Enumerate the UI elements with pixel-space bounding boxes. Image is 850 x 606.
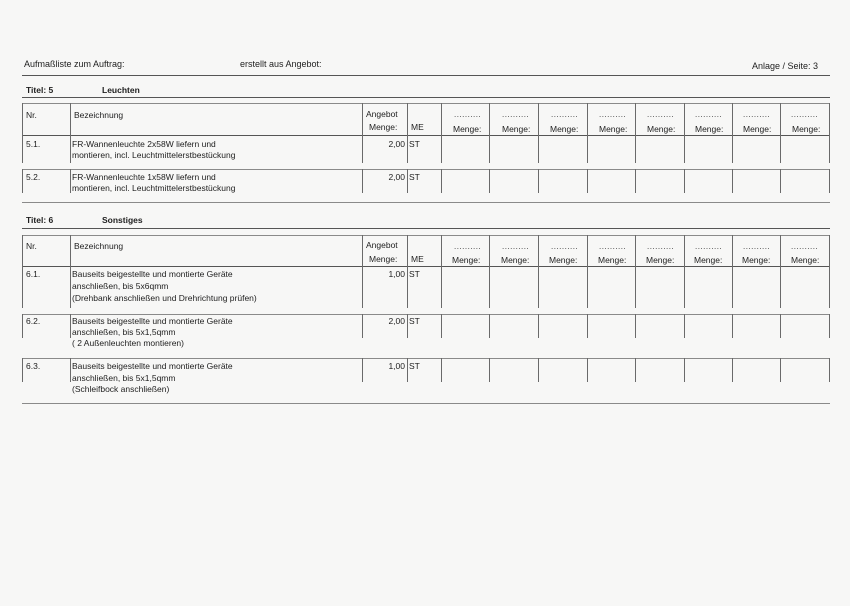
row-description-line: Bauseits beigestellte und montierte Geräte bbox=[72, 316, 233, 326]
section-rule bbox=[22, 97, 830, 98]
grid-line bbox=[22, 169, 830, 170]
row-description-line: ( 2 Außenleuchten montieren) bbox=[72, 338, 184, 348]
grid-line bbox=[22, 235, 23, 308]
grid-line bbox=[538, 358, 539, 382]
extra-col-menge: Menge: bbox=[792, 124, 821, 134]
grid-line bbox=[22, 358, 23, 382]
section-title-label: Titel: 5 bbox=[26, 85, 54, 95]
col-nr: Nr. bbox=[26, 110, 37, 120]
row-description-line: montieren, incl. Leuchtmittelerstbestückung bbox=[72, 183, 236, 193]
extra-col-menge: Menge: bbox=[647, 124, 676, 134]
row-description-line: FR-Wannenleuchte 2x58W liefern und bbox=[72, 139, 216, 149]
grid-line bbox=[684, 103, 685, 163]
grid-line bbox=[22, 135, 830, 136]
col-menge: Menge: bbox=[369, 122, 398, 132]
row-description-line: anschließen, bis 5x6qmm bbox=[72, 281, 169, 291]
grid-line bbox=[635, 235, 636, 308]
extra-col-menge: Menge: bbox=[743, 124, 772, 134]
row-nr: 6.3. bbox=[26, 361, 41, 371]
row-nr: 5.1. bbox=[26, 139, 41, 149]
extra-col-menge: Menge: bbox=[646, 255, 675, 265]
grid-line bbox=[407, 235, 408, 308]
row-nr: 6.1. bbox=[26, 269, 41, 279]
extra-col-dots: .......... bbox=[551, 110, 579, 119]
grid-line bbox=[780, 169, 781, 193]
grid-line bbox=[587, 314, 588, 338]
section-rule bbox=[22, 228, 830, 229]
section-end-rule bbox=[22, 403, 830, 404]
extra-col-menge: Menge: bbox=[550, 124, 579, 134]
grid-line bbox=[587, 235, 588, 308]
grid-line bbox=[362, 235, 363, 308]
row-unit: ST bbox=[409, 139, 420, 149]
grid-line bbox=[407, 103, 408, 163]
extra-col-menge: Menge: bbox=[501, 255, 530, 265]
grid-line bbox=[441, 103, 442, 163]
extra-col-dots: .......... bbox=[791, 110, 819, 119]
extra-col-dots: .......... bbox=[502, 110, 530, 119]
row-description-line: anschließen, bis 5x1,5qmm bbox=[72, 373, 176, 383]
grid-line bbox=[684, 235, 685, 308]
grid-line bbox=[70, 235, 71, 308]
grid-line bbox=[489, 103, 490, 163]
row-quantity: 2,00 bbox=[388, 172, 405, 182]
grid-line bbox=[732, 103, 733, 163]
extra-col-dots: .......... bbox=[695, 242, 723, 251]
row-quantity: 1,00 bbox=[388, 269, 405, 279]
grid-line bbox=[441, 169, 442, 193]
row-description-line: (Drehbank anschließen und Drehrichtung prüfen) bbox=[72, 293, 257, 303]
row-unit: ST bbox=[409, 361, 420, 371]
section-title-label: Titel: 6 bbox=[26, 215, 54, 225]
grid-line bbox=[70, 314, 71, 338]
extra-col-dots: .......... bbox=[647, 110, 675, 119]
col-me: ME bbox=[411, 254, 424, 264]
grid-line bbox=[780, 235, 781, 308]
grid-line bbox=[362, 103, 363, 163]
order-label: Aufmaßliste zum Auftrag: bbox=[24, 59, 125, 69]
extra-col-menge: Menge: bbox=[453, 124, 482, 134]
grid-line bbox=[362, 358, 363, 382]
row-nr: 6.2. bbox=[26, 316, 41, 326]
row-description-line: montieren, incl. Leuchtmittelerstbestückung bbox=[72, 150, 236, 160]
grid-line bbox=[829, 358, 830, 382]
extra-col-dots: .......... bbox=[599, 242, 627, 251]
grid-line bbox=[362, 314, 363, 338]
extra-col-menge: Menge: bbox=[695, 124, 724, 134]
section-title-name: Leuchten bbox=[102, 85, 140, 95]
col-angebot: Angebot bbox=[366, 240, 398, 250]
extra-col-menge: Menge: bbox=[502, 124, 531, 134]
extra-col-dots: .......... bbox=[743, 242, 771, 251]
grid-line bbox=[22, 169, 23, 193]
row-description-line: FR-Wannenleuchte 1x58W liefern und bbox=[72, 172, 216, 182]
header-rule bbox=[22, 75, 830, 76]
grid-line bbox=[538, 103, 539, 163]
grid-line bbox=[829, 169, 830, 193]
grid-line bbox=[635, 358, 636, 382]
grid-line bbox=[587, 358, 588, 382]
grid-line bbox=[780, 358, 781, 382]
grid-line bbox=[635, 103, 636, 163]
extra-col-menge: Menge: bbox=[694, 255, 723, 265]
extra-col-dots: .......... bbox=[454, 242, 482, 251]
row-description-line: (Schleifbock anschließen) bbox=[72, 384, 170, 394]
extra-col-menge: Menge: bbox=[742, 255, 771, 265]
grid-line bbox=[829, 235, 830, 308]
grid-line bbox=[635, 169, 636, 193]
section-end-rule bbox=[22, 202, 830, 203]
grid-line bbox=[780, 103, 781, 163]
row-nr: 5.2. bbox=[26, 172, 41, 182]
grid-line bbox=[489, 169, 490, 193]
grid-line bbox=[407, 314, 408, 338]
grid-line bbox=[489, 235, 490, 308]
extra-col-menge: Menge: bbox=[598, 255, 627, 265]
col-me: ME bbox=[411, 122, 424, 132]
grid-line bbox=[70, 358, 71, 382]
row-unit: ST bbox=[409, 172, 420, 182]
grid-line bbox=[732, 314, 733, 338]
grid-line bbox=[780, 314, 781, 338]
extra-col-dots: .......... bbox=[551, 242, 579, 251]
grid-line bbox=[441, 358, 442, 382]
extra-col-menge: Menge: bbox=[452, 255, 481, 265]
grid-line bbox=[587, 169, 588, 193]
row-unit: ST bbox=[409, 269, 420, 279]
grid-line bbox=[441, 235, 442, 308]
grid-line bbox=[538, 169, 539, 193]
grid-line bbox=[22, 314, 830, 315]
extra-col-menge: Menge: bbox=[599, 124, 628, 134]
row-description-line: anschließen, bis 5x1,5qmm bbox=[72, 327, 176, 337]
row-quantity: 1,00 bbox=[388, 361, 405, 371]
grid-line bbox=[489, 314, 490, 338]
grid-line bbox=[489, 358, 490, 382]
row-unit: ST bbox=[409, 316, 420, 326]
section-title-name: Sonstiges bbox=[102, 215, 143, 225]
extra-col-dots: .......... bbox=[502, 242, 530, 251]
col-nr: Nr. bbox=[26, 241, 37, 251]
extra-col-dots: .......... bbox=[647, 242, 675, 251]
grid-line bbox=[22, 103, 830, 104]
grid-line bbox=[22, 235, 830, 236]
grid-line bbox=[441, 314, 442, 338]
col-bezeichnung: Bezeichnung bbox=[74, 110, 124, 120]
grid-line bbox=[587, 103, 588, 163]
grid-line bbox=[22, 358, 830, 359]
grid-line bbox=[732, 235, 733, 308]
page-number: Anlage / Seite: 3 bbox=[752, 61, 819, 71]
grid-line bbox=[732, 169, 733, 193]
grid-line bbox=[538, 314, 539, 338]
row-quantity: 2,00 bbox=[388, 316, 405, 326]
grid-line bbox=[22, 266, 830, 267]
extra-col-menge: Menge: bbox=[549, 255, 578, 265]
grid-line bbox=[407, 358, 408, 382]
grid-line bbox=[538, 235, 539, 308]
grid-line bbox=[407, 169, 408, 193]
grid-line bbox=[70, 169, 71, 193]
extra-col-dots: .......... bbox=[695, 110, 723, 119]
extra-col-menge: Menge: bbox=[791, 255, 820, 265]
extra-col-dots: .......... bbox=[454, 110, 482, 119]
grid-line bbox=[684, 314, 685, 338]
col-bezeichnung: Bezeichnung bbox=[74, 241, 124, 251]
col-menge: Menge: bbox=[369, 254, 398, 264]
grid-line bbox=[829, 314, 830, 338]
grid-line bbox=[70, 103, 71, 163]
row-description-line: Bauseits beigestellte und montierte Geräte bbox=[72, 361, 233, 371]
grid-line bbox=[22, 314, 23, 338]
grid-line bbox=[732, 358, 733, 382]
row-description-line: Bauseits beigestellte und montierte Geräte bbox=[72, 269, 233, 279]
extra-col-dots: .......... bbox=[599, 110, 627, 119]
extra-col-dots: .......... bbox=[743, 110, 771, 119]
extra-col-dots: .......... bbox=[791, 242, 819, 251]
grid-line bbox=[635, 314, 636, 338]
grid-line bbox=[22, 103, 23, 163]
grid-line bbox=[829, 103, 830, 163]
row-quantity: 2,00 bbox=[388, 139, 405, 149]
offer-label: erstellt aus Angebot: bbox=[240, 59, 322, 69]
col-angebot: Angebot bbox=[366, 109, 398, 119]
grid-line bbox=[684, 169, 685, 193]
grid-line bbox=[684, 358, 685, 382]
grid-line bbox=[362, 169, 363, 193]
